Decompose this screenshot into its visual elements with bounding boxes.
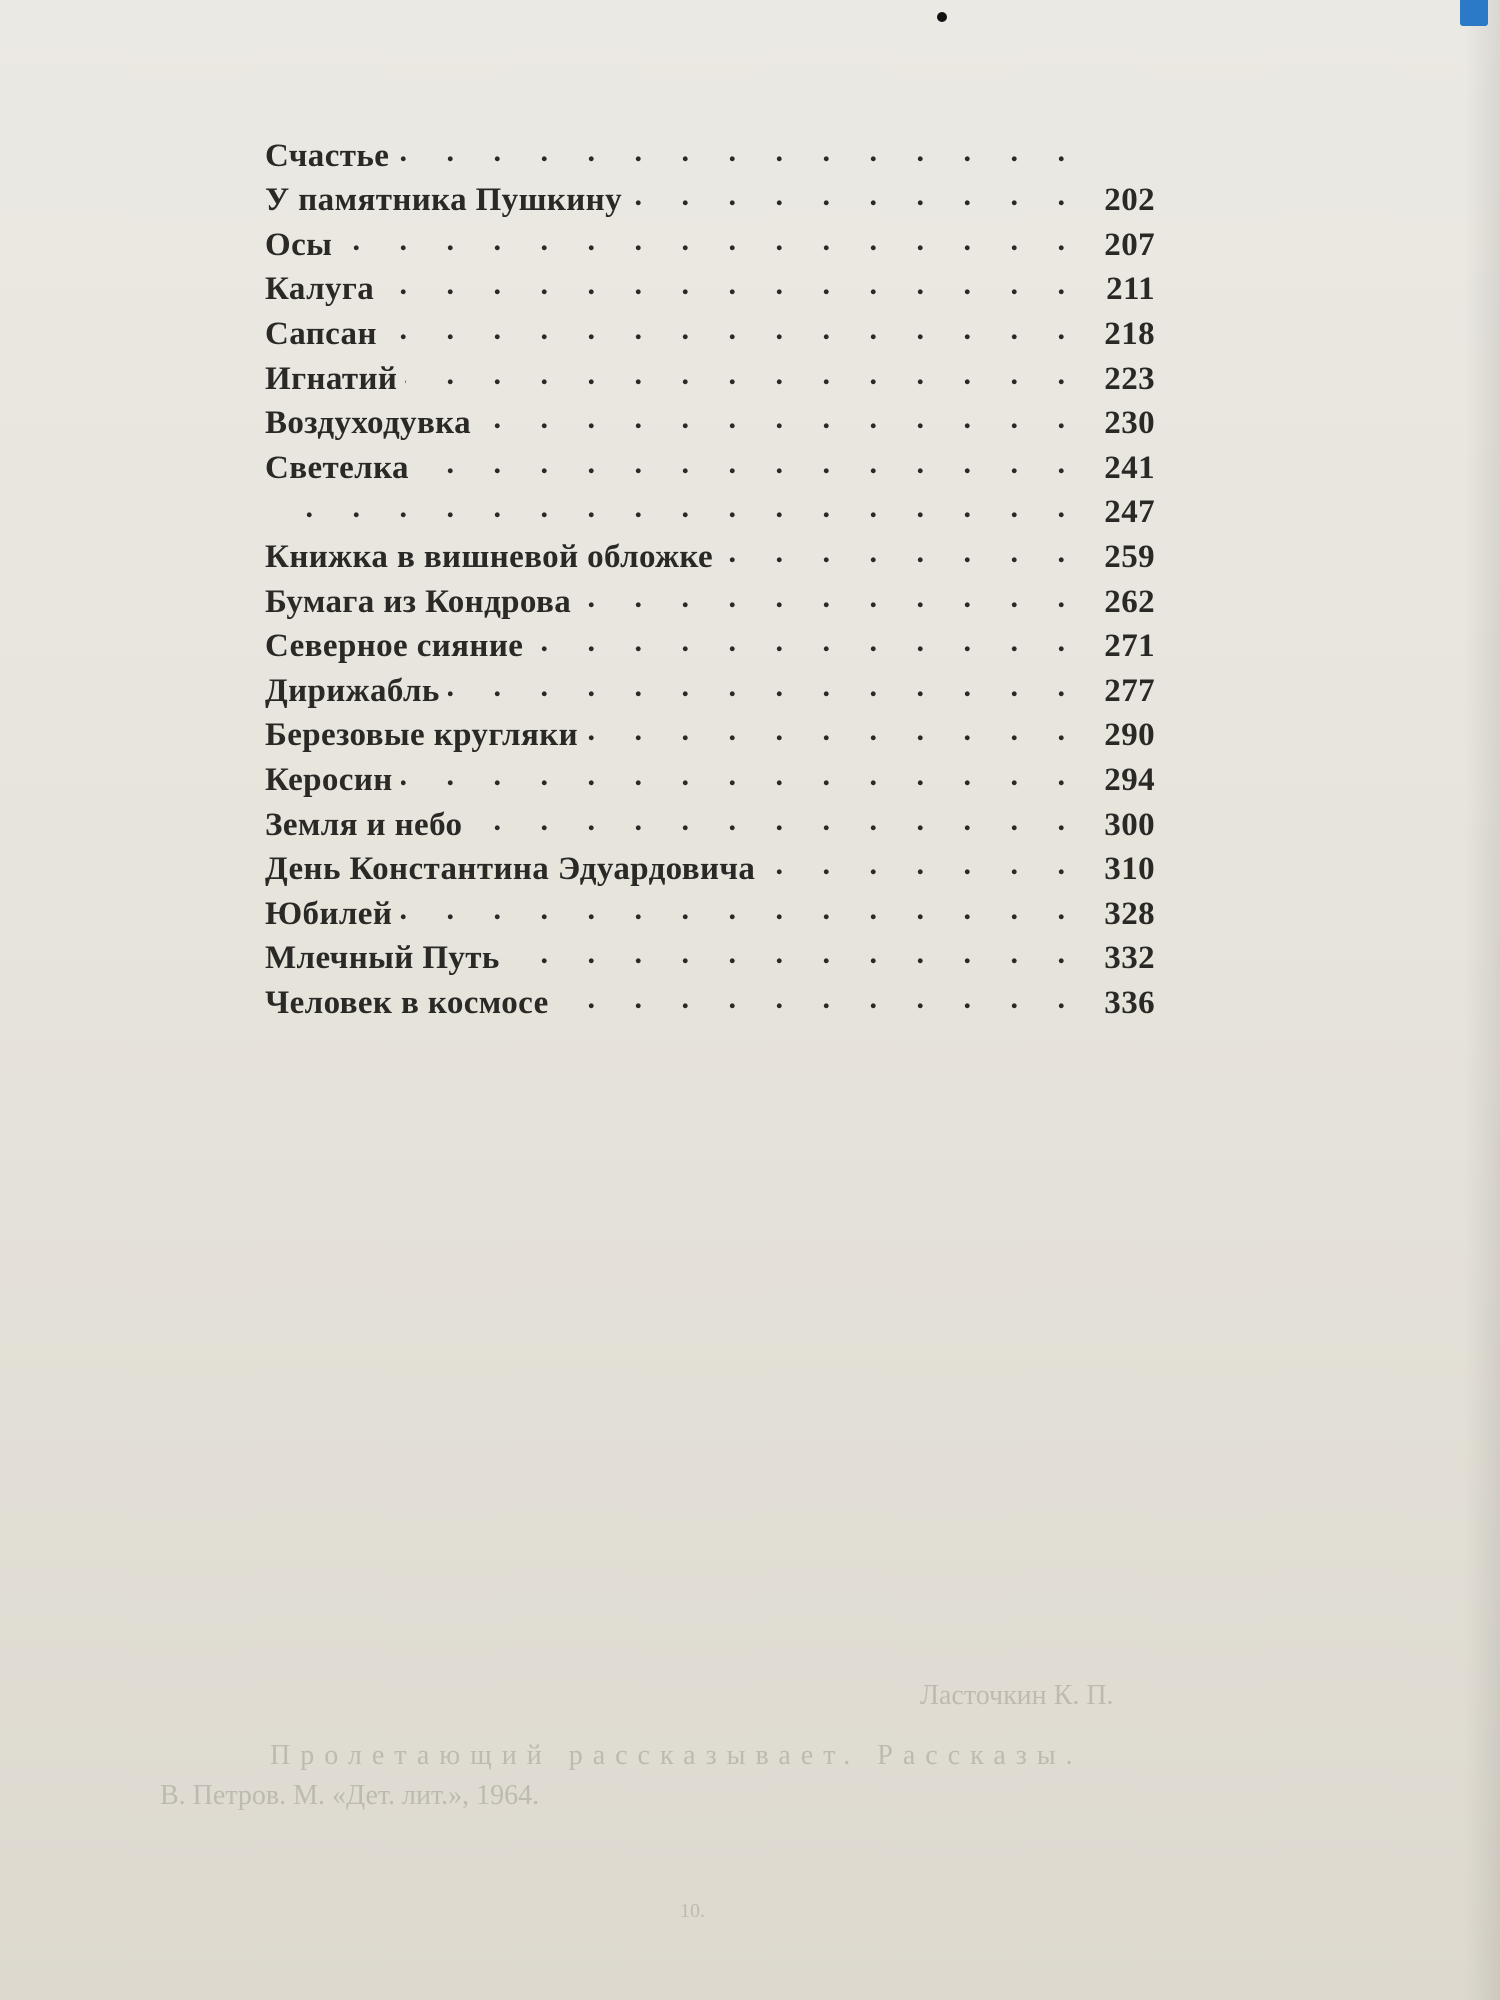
page-edge-shadow bbox=[1464, 0, 1500, 2000]
toc-title: Человек в космосе bbox=[265, 984, 549, 1021]
ink-dot-mark bbox=[937, 12, 947, 22]
show-through-text: 10. bbox=[680, 1900, 705, 1922]
toc-leader-dots bbox=[385, 308, 1081, 353]
toc-title: Дирижабль bbox=[265, 672, 440, 709]
table-of-contents bbox=[265, 130, 1155, 1022]
toc-title: Земля и небо bbox=[265, 806, 463, 843]
toc-page-number: 294 bbox=[1104, 761, 1155, 798]
toc-leader-dots bbox=[417, 442, 1081, 487]
toc-title: Сапсан bbox=[265, 315, 377, 352]
show-through-text: Пролетающий рассказывает. Рассказы. bbox=[270, 1740, 1083, 1771]
toc-page-number: 241 bbox=[1104, 449, 1155, 486]
toc-title: Игнатий bbox=[265, 360, 398, 397]
toc-title: Керосин bbox=[265, 761, 393, 798]
toc-row bbox=[265, 353, 1155, 398]
toc-title: Книжка в вишневой обложке bbox=[265, 538, 714, 575]
toc-row bbox=[265, 799, 1155, 844]
toc-leader-dots bbox=[405, 353, 1081, 398]
toc-title: Березовые кругляки bbox=[265, 717, 579, 754]
toc-title: Осы bbox=[265, 226, 333, 263]
toc-title: День Константина Эдуардовича bbox=[265, 851, 756, 888]
toc-title: Млечный Путь bbox=[265, 940, 500, 977]
toc-row bbox=[265, 531, 1155, 576]
show-through-text: В. Петров. М. «Дет. лит.», 1964. bbox=[160, 1780, 540, 1811]
toc-leader-dots bbox=[397, 130, 1081, 175]
toc-page-number: 207 bbox=[1104, 226, 1155, 263]
toc-page-number: 271 bbox=[1104, 628, 1155, 665]
toc-row bbox=[265, 977, 1155, 1022]
toc-page-number: 277 bbox=[1104, 672, 1155, 709]
toc-leader-dots bbox=[579, 576, 1081, 621]
toc-leader-dots bbox=[400, 888, 1081, 933]
toc-page-number: 332 bbox=[1104, 940, 1155, 977]
toc-page-number: 202 bbox=[1104, 182, 1155, 219]
toc-title: Северное сияние bbox=[265, 628, 524, 665]
toc-page-number: 290 bbox=[1104, 717, 1155, 754]
toc-title: Бумага из Кондрова bbox=[265, 583, 572, 620]
toc-title: Юбилей bbox=[265, 895, 393, 932]
toc-row bbox=[265, 130, 1155, 175]
toc-page-number: 230 bbox=[1104, 405, 1155, 442]
toc-row bbox=[265, 487, 1155, 532]
toc-leader-dots bbox=[273, 487, 1081, 532]
toc-page-number: 218 bbox=[1104, 315, 1155, 352]
toc-row bbox=[265, 710, 1155, 755]
toc-leader-dots bbox=[721, 531, 1081, 576]
toc-row bbox=[265, 621, 1155, 666]
toc-row bbox=[265, 175, 1155, 220]
toc-page-number: 262 bbox=[1104, 583, 1155, 620]
toc-page-number: 259 bbox=[1104, 538, 1155, 575]
toc-page-number: 211 bbox=[1106, 271, 1155, 308]
toc-leader-dots bbox=[557, 977, 1081, 1022]
toc-page-number: 223 bbox=[1104, 360, 1155, 397]
toc-leader-dots bbox=[763, 844, 1081, 889]
toc-row bbox=[265, 754, 1155, 799]
toc-page-number: 328 bbox=[1104, 895, 1155, 932]
toc-leader-dots bbox=[586, 710, 1081, 755]
toc-leader-dots bbox=[382, 264, 1081, 309]
toc-title: У памятника Пушкину bbox=[265, 182, 622, 219]
toc-title: Светелка bbox=[265, 449, 409, 486]
toc-row bbox=[265, 442, 1155, 487]
toc-page-number: 300 bbox=[1104, 806, 1155, 843]
toc-row bbox=[265, 888, 1155, 933]
toc-row bbox=[265, 308, 1155, 353]
toc-leader-dots bbox=[630, 175, 1081, 220]
toc-row bbox=[265, 933, 1155, 978]
show-through-text: Ласточкин К. П. bbox=[920, 1680, 1114, 1711]
toc-leader-dots bbox=[340, 219, 1081, 264]
toc-title: Воздуходувка bbox=[265, 405, 471, 442]
toc-leader-dots bbox=[508, 933, 1081, 978]
toc-page-number: 247 bbox=[1104, 494, 1155, 531]
toc-row bbox=[265, 398, 1155, 443]
toc-row bbox=[265, 844, 1155, 889]
toc-leader-dots bbox=[470, 799, 1081, 844]
toc-leader-dots bbox=[401, 754, 1081, 799]
blue-tab-marker bbox=[1460, 0, 1488, 26]
toc-page-number: 336 bbox=[1104, 984, 1155, 1021]
toc-page-number: 310 bbox=[1104, 851, 1155, 888]
toc-title: Счастье bbox=[265, 137, 390, 174]
toc-leader-dots bbox=[448, 665, 1081, 710]
toc-row bbox=[265, 576, 1155, 621]
toc-leader-dots bbox=[479, 398, 1081, 443]
toc-row bbox=[265, 665, 1155, 710]
toc-title: Калуга bbox=[265, 271, 375, 308]
toc-row bbox=[265, 219, 1155, 264]
toc-leader-dots bbox=[531, 621, 1081, 666]
toc-row bbox=[265, 264, 1155, 309]
